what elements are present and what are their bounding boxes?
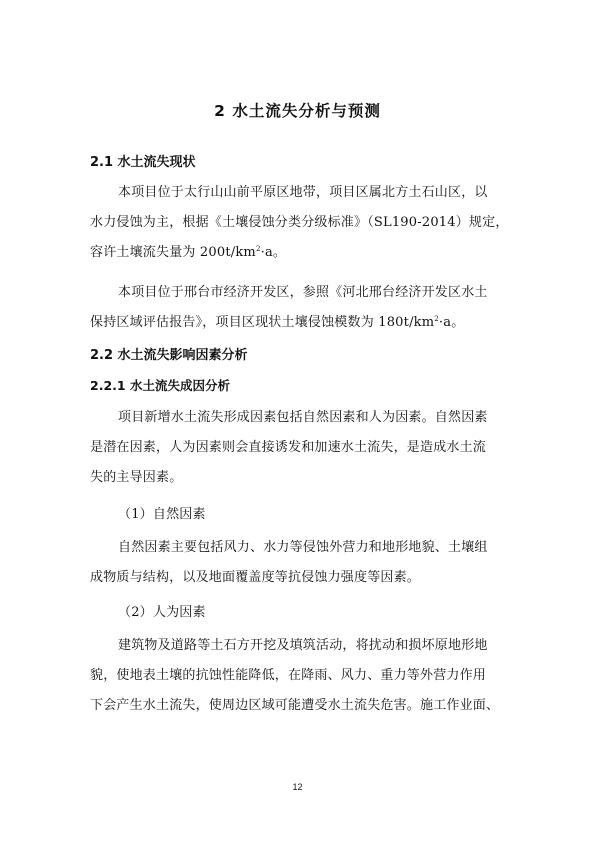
paragraph-2-line-1: 本项目位于邢台市经济开发区，参照《河北邢台经济开发区水土	[118, 285, 488, 300]
paragraph-3-line-3: 失的主导因素。	[90, 470, 183, 485]
paragraph-5-line-1: 建筑物及道路等土石方开挖及填筑活动，将扰动和损坏原地形地	[118, 638, 488, 653]
text-fragment: ·a。	[260, 245, 287, 260]
paragraph-1-line-3	[90, 241, 510, 260]
paragraph-4-line-2: 成物质与结构，以及地面覆盖度等抗侵蚀力强度等因素。	[90, 570, 421, 585]
paragraph-2-line-2	[90, 311, 510, 330]
section-heading-2-2: 2.2 水土流失影响因素分析	[90, 348, 248, 363]
subsection-heading-2-2-1: 2.2.1 水土流失成因分析	[90, 378, 230, 393]
paragraph-3-line-2: 是潜在因素，人为因素则会直接诱发和加速水土流失，是造成水土流	[90, 440, 487, 455]
text-fragment: 保持区域评估报告》，项目区现状土壤侵蚀模数为 180t/km	[90, 315, 435, 330]
superscript: 2	[434, 315, 439, 323]
paragraph-4-line-1: 自然因素主要包括风力、水力等侵蚀外营力和地形地貌、土壤组	[118, 540, 488, 555]
paragraph-3-line-1: 项目新增水土流失形成因素包括自然因素和人为因素。自然因素	[118, 410, 488, 425]
chapter-title: 2 水土流失分析与预测	[214, 102, 381, 120]
paragraph-1-line-1: 本项目位于太行山山前平原区地带，项目区属北方土石山区，以	[118, 185, 488, 200]
list-item-natural-factors: （1）自然因素	[118, 507, 206, 522]
paragraph-1-line-2: 水力侵蚀为主，根据《土壤侵蚀分类分级标准》（SL190-2014）规定，	[90, 215, 509, 230]
list-item-human-factors: （2）人为因素	[118, 605, 206, 620]
text-fragment: ·a。	[438, 315, 465, 330]
page-number: 12	[292, 782, 303, 792]
section-heading-2-1: 2.1 水土流失现状	[90, 155, 196, 170]
paragraph-5-line-2: 貌，使地表土壤的抗蚀性能降低，在降雨、风力、重力等外营力作用	[90, 668, 487, 683]
paragraph-5-line-3: 下会产生水土流失，使周边区域可能遭受水土流失危害。施工作业面、	[90, 698, 500, 713]
superscript: 2	[255, 245, 261, 253]
text-fragment: 容许土壤流失量为 200t/km	[90, 245, 256, 260]
